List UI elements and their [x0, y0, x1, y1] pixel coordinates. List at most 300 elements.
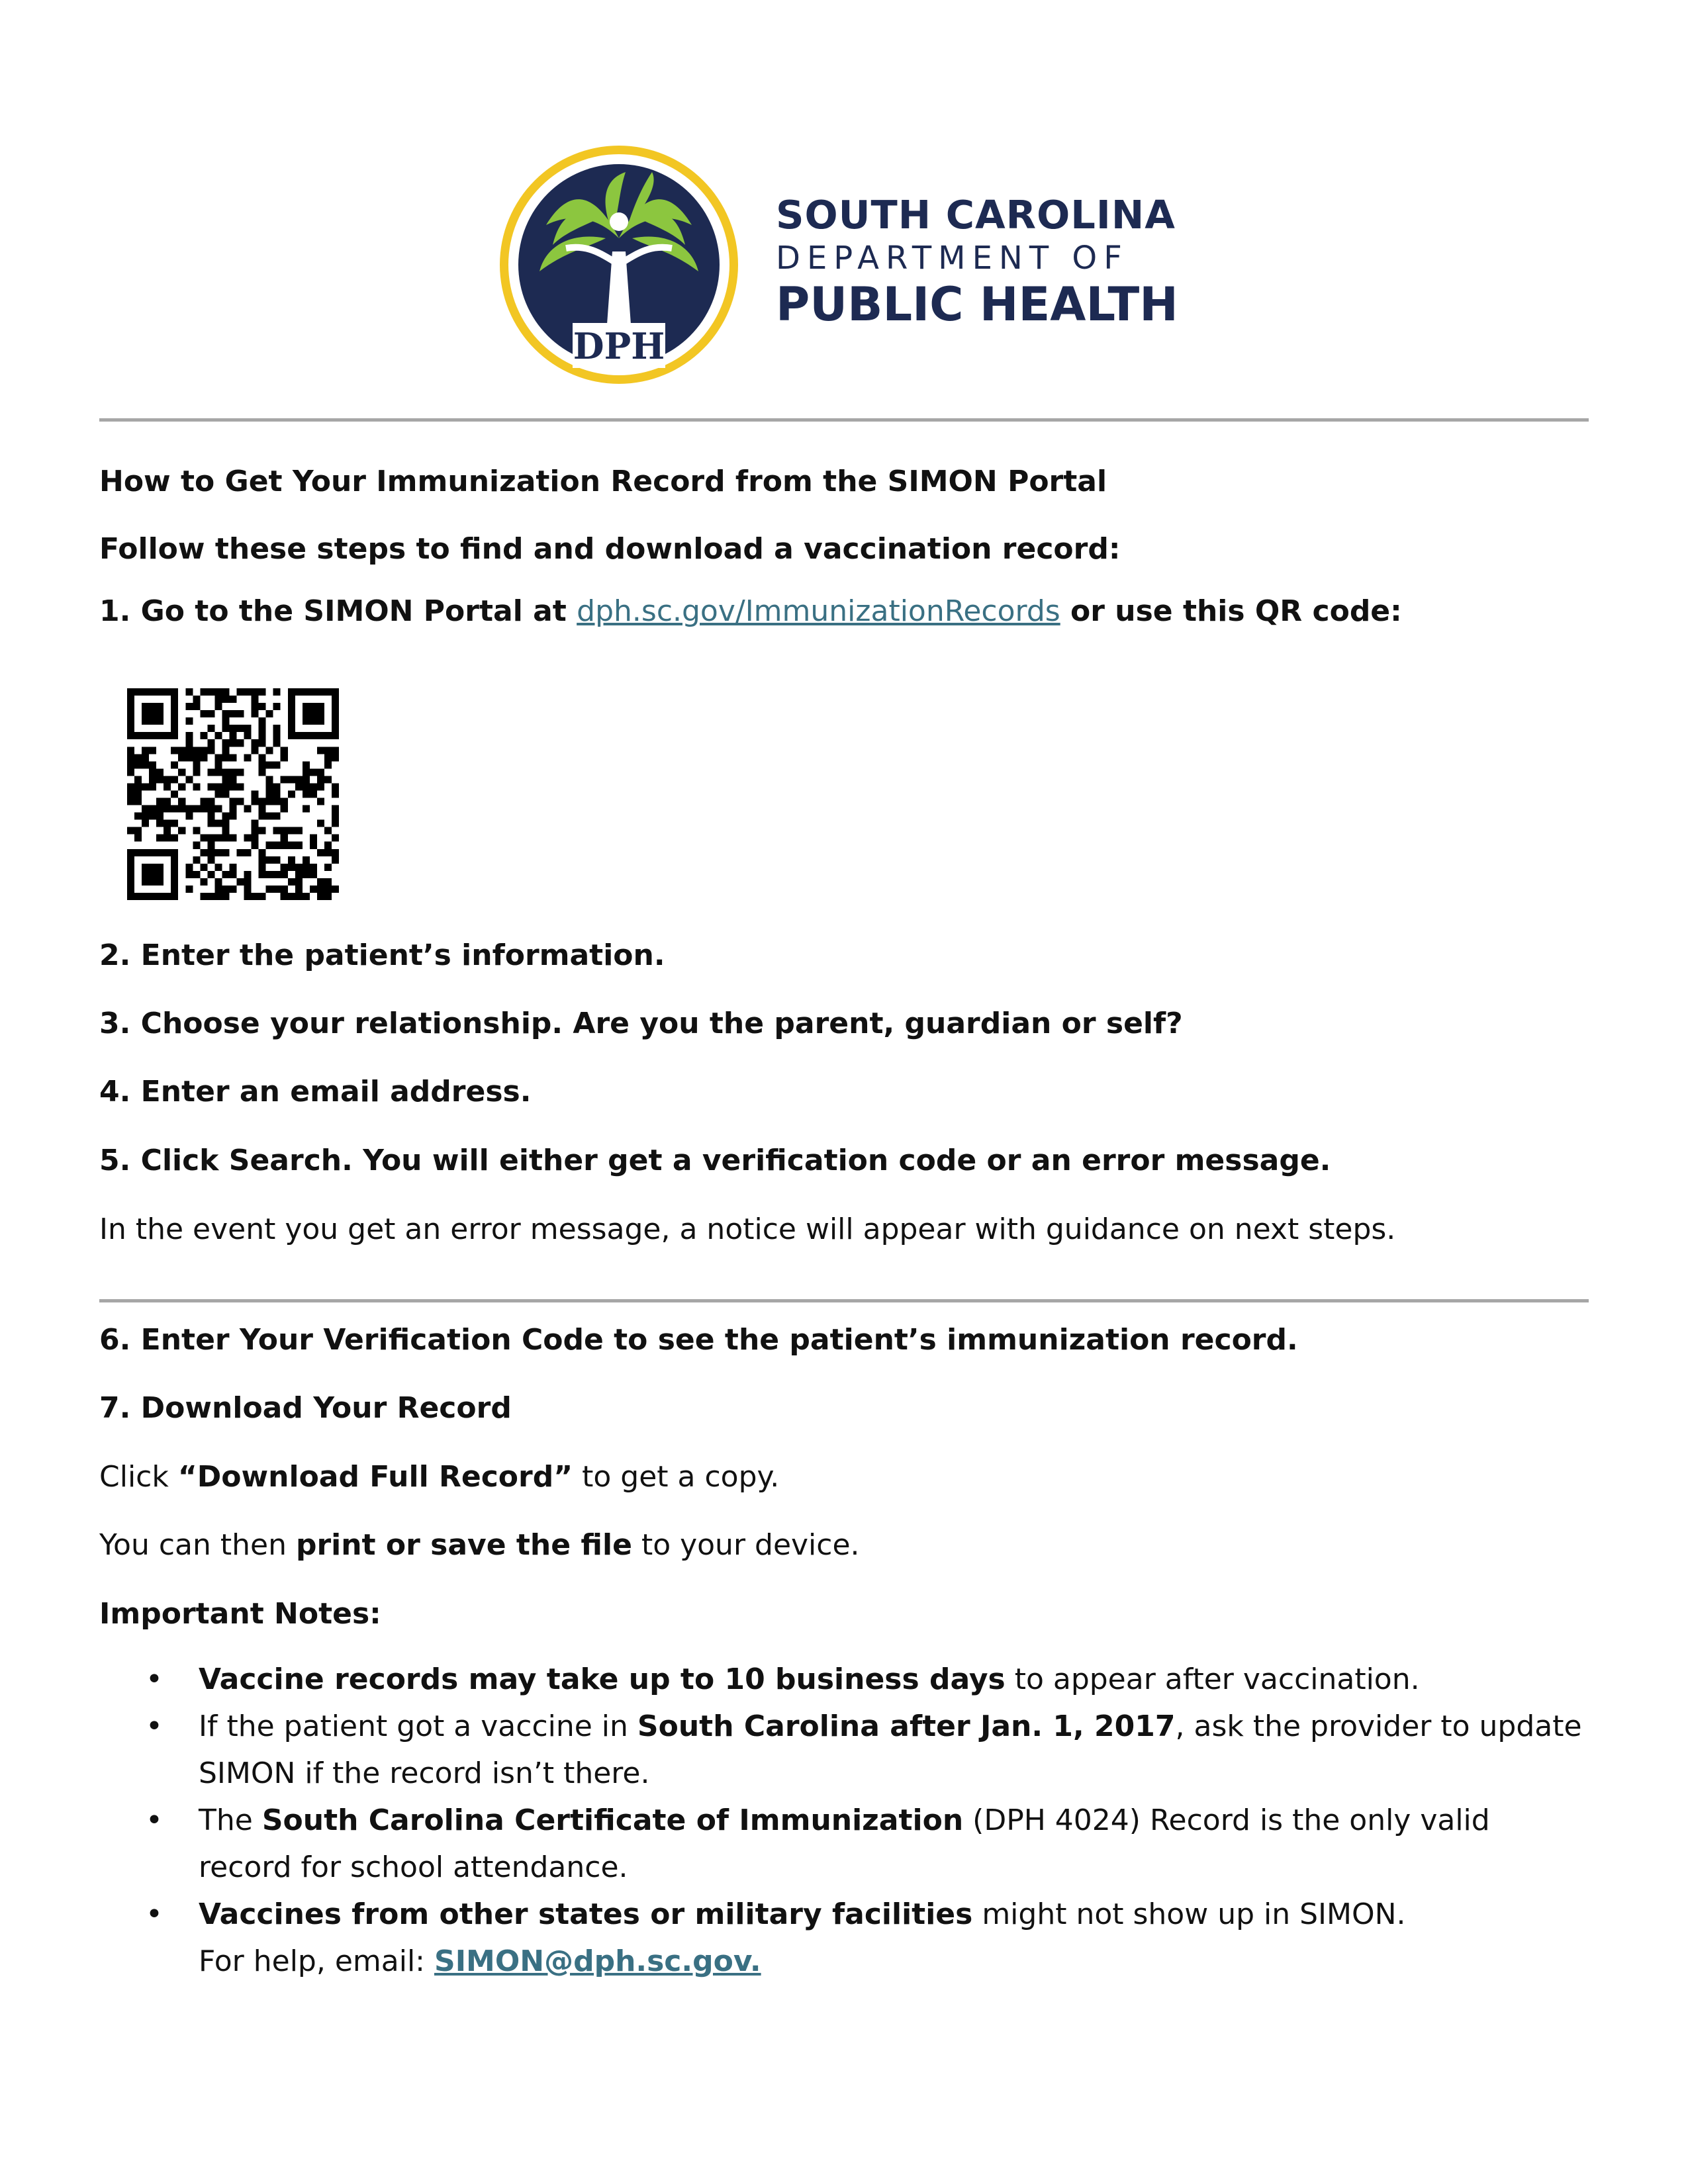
qr-module: [332, 835, 339, 842]
qr-module: [259, 754, 266, 761]
qr-module: [149, 878, 156, 886]
step-6: 6. Enter Your Verification Code to see the patient’s immunization record.: [99, 1323, 1298, 1357]
qr-module: [281, 842, 288, 849]
qr-module: [229, 710, 236, 717]
qr-module: [200, 754, 207, 761]
bullet-icon: •: [146, 1803, 163, 1837]
qr-module: [266, 710, 273, 717]
qr-module: [134, 776, 142, 783]
qr-module: [207, 813, 214, 820]
qr-module: [200, 849, 207, 856]
qr-module: [288, 703, 295, 710]
qr-module: [252, 798, 259, 805]
qr-module: [207, 842, 214, 849]
qr-module: [127, 893, 134, 900]
qr-module: [142, 805, 149, 813]
qr-module: [214, 790, 222, 797]
qr-module: [134, 849, 142, 856]
qr-module: [193, 871, 200, 878]
qr-module: [185, 871, 193, 878]
qr-module: [214, 754, 222, 761]
qr-module: [134, 827, 142, 835]
qr-module: [149, 732, 156, 739]
qr-module: [324, 878, 332, 886]
qr-module: [317, 768, 324, 776]
qr-module: [193, 703, 200, 710]
qr-module: [288, 717, 295, 725]
qr-module: [193, 754, 200, 761]
qr-module: [185, 754, 193, 761]
qr-module: [273, 725, 281, 732]
qr-module: [171, 871, 178, 878]
qr-module: [214, 783, 222, 790]
help-prefix: For help, email:: [199, 1944, 425, 1978]
qr-module: [214, 878, 222, 886]
qr-module: [252, 703, 259, 710]
qr-module: [185, 813, 193, 820]
qr-module: [164, 820, 171, 827]
org-line-2: DEPARTMENT OF: [776, 240, 1129, 277]
qr-module: [171, 717, 178, 725]
note-4-text: might not show up in SIMON.: [982, 1897, 1406, 1931]
qr-module: [171, 725, 178, 732]
logo-text: DPH: [573, 325, 665, 367]
qr-module: [237, 849, 244, 856]
qr-module: [156, 776, 164, 783]
qr-module: [200, 732, 207, 739]
qr-module: [332, 754, 339, 761]
qr-module: [332, 856, 339, 864]
qr-module: [332, 717, 339, 725]
download-full-record-label: “Download Full Record”: [177, 1460, 573, 1494]
qr-module: [193, 747, 200, 754]
qr-module: [324, 827, 332, 835]
qr-module: [149, 849, 156, 856]
qr-module: [200, 688, 207, 696]
qr-module: [156, 864, 164, 871]
qr-module: [164, 798, 171, 805]
qr-module: [127, 856, 134, 864]
qr-module: [273, 688, 281, 696]
qr-module: [171, 688, 178, 696]
qr-module: [149, 813, 156, 820]
qr-module: [310, 864, 317, 871]
qr-module: [164, 783, 171, 790]
qr-module: [193, 856, 200, 864]
qr-module: [156, 820, 164, 827]
qr-module: [200, 747, 207, 754]
qr-module: [222, 696, 229, 703]
qr-module: [185, 688, 193, 696]
qr-module: [317, 688, 324, 696]
qr-module: [229, 871, 236, 878]
qr-module: [149, 805, 156, 813]
qr-module: [288, 827, 295, 835]
qr-module: [324, 776, 332, 783]
qr-module: [156, 798, 164, 805]
qr-module: [310, 717, 317, 725]
qr-module: [222, 886, 229, 893]
qr-module: [229, 813, 236, 820]
qr-module: [185, 747, 193, 754]
step-2: 2. Enter the patient’s information.: [99, 938, 665, 972]
qr-module: [303, 732, 310, 739]
qr-module: [288, 696, 295, 703]
qr-module: [200, 805, 207, 813]
qr-module: [185, 732, 193, 739]
qr-module: [156, 710, 164, 717]
qr-module: [127, 849, 134, 856]
note-2-text: , ask the provider to update SIMON if the record isn’t there.: [199, 1709, 1582, 1790]
qr-module: [229, 696, 236, 703]
qr-module: [237, 710, 244, 717]
qr-module: [266, 790, 273, 797]
qr-module: [127, 878, 134, 886]
qr-module: [229, 732, 236, 739]
qr-module: [288, 842, 295, 849]
qr-module: [142, 783, 149, 790]
qr-module: [171, 747, 178, 754]
qr-module: [171, 696, 178, 703]
qr-module: [134, 790, 142, 797]
qr-module: [332, 747, 339, 754]
qr-module: [310, 768, 317, 776]
qr-module: [127, 886, 134, 893]
qr-module: [142, 703, 149, 710]
qr-module: [288, 776, 295, 783]
qr-module: [134, 835, 142, 842]
qr-module: [244, 688, 252, 696]
bullet-icon: •: [146, 1897, 163, 1931]
qr-module: [244, 878, 252, 886]
qr-module: [156, 768, 164, 776]
qr-module: [324, 688, 332, 696]
qr-module: [127, 725, 134, 732]
qr-module: [164, 827, 171, 835]
qr-module: [149, 893, 156, 900]
qr-module: [310, 871, 317, 878]
qr-module: [222, 710, 229, 717]
qr-module: [171, 805, 178, 813]
qr-module: [185, 776, 193, 783]
qr-module: [200, 893, 207, 900]
qr-module: [266, 842, 273, 849]
qr-module: [127, 871, 134, 878]
qr-module: [229, 798, 236, 805]
qr-module: [244, 805, 252, 813]
qr-module: [324, 747, 332, 754]
qr-module: [200, 798, 207, 805]
qr-module: [303, 688, 310, 696]
qr-module: [317, 776, 324, 783]
qr-module: [332, 813, 339, 820]
qr-module: [178, 768, 185, 776]
org-line-1: SOUTH CAROLINA: [776, 192, 1176, 238]
qr-module: [332, 732, 339, 739]
qr-module: [324, 842, 332, 849]
qr-module: [266, 776, 273, 783]
qr-module: [281, 827, 288, 835]
qr-module: [142, 747, 149, 754]
qr-module: [222, 783, 229, 790]
qr-module: [171, 864, 178, 871]
qr-module: [273, 842, 281, 849]
qr-module: [288, 893, 295, 900]
qr-module: [164, 805, 171, 813]
qr-module: [229, 835, 236, 842]
qr-module: [127, 703, 134, 710]
qr-module: [281, 805, 288, 813]
qr-module: [185, 805, 193, 813]
qr-module: [127, 754, 134, 761]
qr-module: [303, 871, 310, 878]
portal-link[interactable]: dph.sc.gov/ImmunizationRecords: [577, 594, 1060, 628]
qr-module: [295, 776, 303, 783]
qr-module: [332, 790, 339, 797]
qr-module: [259, 849, 266, 856]
notes-heading: Important Notes:: [99, 1597, 381, 1631]
qr-module: [214, 835, 222, 842]
qr-module: [164, 688, 171, 696]
qr-module: [310, 710, 317, 717]
qr-module: [171, 703, 178, 710]
qr-module: [178, 754, 185, 761]
qr-code-icon[interactable]: [127, 688, 339, 900]
qr-module: [156, 835, 164, 842]
qr-module: [156, 717, 164, 725]
note-3-bold: South Carolina Certificate of Immunization: [261, 1803, 964, 1837]
qr-module: [332, 688, 339, 696]
qr-module: [214, 864, 222, 871]
qr-module: [229, 739, 236, 747]
qr-module: [214, 768, 222, 776]
bullet-icon: •: [146, 1709, 163, 1743]
qr-module: [273, 790, 281, 797]
qr-module: [237, 725, 244, 732]
qr-module: [317, 878, 324, 886]
qr-module: [207, 849, 214, 856]
qr-module: [324, 754, 332, 761]
print-prefix: You can then: [99, 1528, 287, 1562]
qr-module: [127, 864, 134, 871]
qr-module: [332, 725, 339, 732]
qr-module: [332, 820, 339, 827]
qr-module: [222, 747, 229, 754]
qr-module: [229, 768, 236, 776]
qr-module: [207, 688, 214, 696]
qr-module: [273, 739, 281, 747]
qr-module: [142, 732, 149, 739]
qr-module: [295, 732, 303, 739]
qr-module: [252, 747, 259, 754]
qr-module: [317, 886, 324, 893]
qr-module: [288, 688, 295, 696]
qr-module: [193, 842, 200, 849]
qr-module: [252, 739, 259, 747]
qr-module: [324, 761, 332, 768]
qr-module: [266, 798, 273, 805]
note-2-pre: If the patient got a vaccine in: [199, 1709, 628, 1743]
qr-module: [273, 798, 281, 805]
qr-module: [134, 761, 142, 768]
qr-module: [207, 747, 214, 754]
qr-module: [207, 871, 214, 878]
qr-module: [164, 732, 171, 739]
qr-module: [185, 739, 193, 747]
qr-module: [214, 849, 222, 856]
qr-module: [200, 835, 207, 842]
qr-module: [281, 893, 288, 900]
qr-module: [244, 849, 252, 856]
note-item: [99, 1703, 1589, 1797]
qr-module: [222, 835, 229, 842]
qr-module: [149, 776, 156, 783]
qr-module: [324, 893, 332, 900]
qr-module: [310, 886, 317, 893]
qr-module: [310, 835, 317, 842]
step-1-suffix: or use this QR code:: [1070, 594, 1402, 628]
qr-module: [185, 717, 193, 725]
qr-module: [171, 835, 178, 842]
step-1-prefix: 1. Go to the SIMON Portal at: [99, 594, 567, 628]
qr-module: [295, 688, 303, 696]
qr-module: [303, 761, 310, 768]
qr-module: [295, 893, 303, 900]
qr-module: [266, 813, 273, 820]
qr-module: [207, 710, 214, 717]
qr-module: [244, 754, 252, 761]
qr-module: [127, 696, 134, 703]
qr-module: [156, 849, 164, 856]
qr-module: [303, 805, 310, 813]
qr-module: [207, 835, 214, 842]
qr-module: [281, 747, 288, 754]
qr-module: [142, 754, 149, 761]
qr-module: [164, 835, 171, 842]
qr-module: [156, 688, 164, 696]
qr-module: [127, 710, 134, 717]
qr-module: [295, 878, 303, 886]
qr-module: [273, 703, 281, 710]
qr-module: [142, 688, 149, 696]
error-note: In the event you get an error message, a notice will appear with guidance on next steps.: [99, 1212, 1396, 1246]
qr-module: [244, 732, 252, 739]
qr-module: [295, 783, 303, 790]
note-4-bold: Vaccines from other states or military facilities: [199, 1897, 973, 1931]
qr-module: [252, 790, 259, 797]
qr-module: [171, 776, 178, 783]
help-email-link[interactable]: SIMON@dph.sc.gov.: [434, 1944, 761, 1978]
org-line-3: PUBLIC HEALTH: [776, 277, 1178, 332]
qr-module: [266, 871, 273, 878]
qr-module: [273, 856, 281, 864]
qr-module: [252, 710, 259, 717]
qr-module: [229, 776, 236, 783]
qr-module: [207, 820, 214, 827]
qr-module: [317, 820, 324, 827]
qr-module: [149, 783, 156, 790]
qr-module: [317, 717, 324, 725]
intro-text: Follow these steps to find and download a vaccination record:: [99, 532, 1121, 566]
qr-module: [171, 790, 178, 797]
qr-module: [229, 805, 236, 813]
qr-module: [281, 871, 288, 878]
note-1-text: to appear after vaccination.: [1014, 1662, 1420, 1696]
qr-module: [252, 893, 259, 900]
qr-module: [207, 725, 214, 732]
qr-module: [281, 776, 288, 783]
note-3-pre: The: [199, 1803, 253, 1837]
qr-module: [332, 783, 339, 790]
qr-module: [273, 827, 281, 835]
qr-module: [273, 886, 281, 893]
qr-module: [273, 783, 281, 790]
qr-module: [214, 805, 222, 813]
qr-module: [288, 725, 295, 732]
qr-module: [295, 827, 303, 835]
qr-module: [273, 761, 281, 768]
qr-module: [229, 886, 236, 893]
qr-module: [252, 688, 259, 696]
qr-module: [156, 893, 164, 900]
qr-module: [288, 710, 295, 717]
qr-module: [303, 783, 310, 790]
qr-module: [222, 813, 229, 820]
qr-module: [171, 710, 178, 717]
qr-module: [142, 761, 149, 768]
qr-module: [171, 849, 178, 856]
qr-module: [332, 849, 339, 856]
qr-module: [288, 732, 295, 739]
qr-module: [281, 886, 288, 893]
qr-module: [237, 798, 244, 805]
qr-module: [244, 886, 252, 893]
qr-module: [171, 820, 178, 827]
qr-module: [237, 878, 244, 886]
qr-module: [222, 688, 229, 696]
qr-module: [178, 798, 185, 805]
qr-module: [266, 747, 273, 754]
qr-module: [214, 732, 222, 739]
qr-module: [259, 856, 266, 864]
qr-module: [332, 710, 339, 717]
qr-module: [149, 871, 156, 878]
qr-module: [229, 754, 236, 761]
qr-module: [127, 798, 134, 805]
qr-module: [142, 820, 149, 827]
qr-module: [317, 849, 324, 856]
qr-module: [171, 893, 178, 900]
dph-seal-icon: [493, 139, 745, 390]
qr-module: [222, 827, 229, 835]
qr-module: [149, 710, 156, 717]
qr-module: [237, 688, 244, 696]
qr-module: [281, 864, 288, 871]
qr-module: [229, 783, 236, 790]
qr-module: [156, 871, 164, 878]
qr-module: [288, 878, 295, 886]
qr-module: [281, 835, 288, 842]
org-name: [776, 192, 1178, 331]
qr-module: [207, 893, 214, 900]
qr-module: [324, 886, 332, 893]
qr-module: [259, 703, 266, 710]
qr-module: [259, 827, 266, 835]
download-instruction: [99, 1459, 779, 1496]
qr-module: [222, 893, 229, 900]
qr-module: [193, 827, 200, 835]
step-1: [99, 593, 1402, 630]
